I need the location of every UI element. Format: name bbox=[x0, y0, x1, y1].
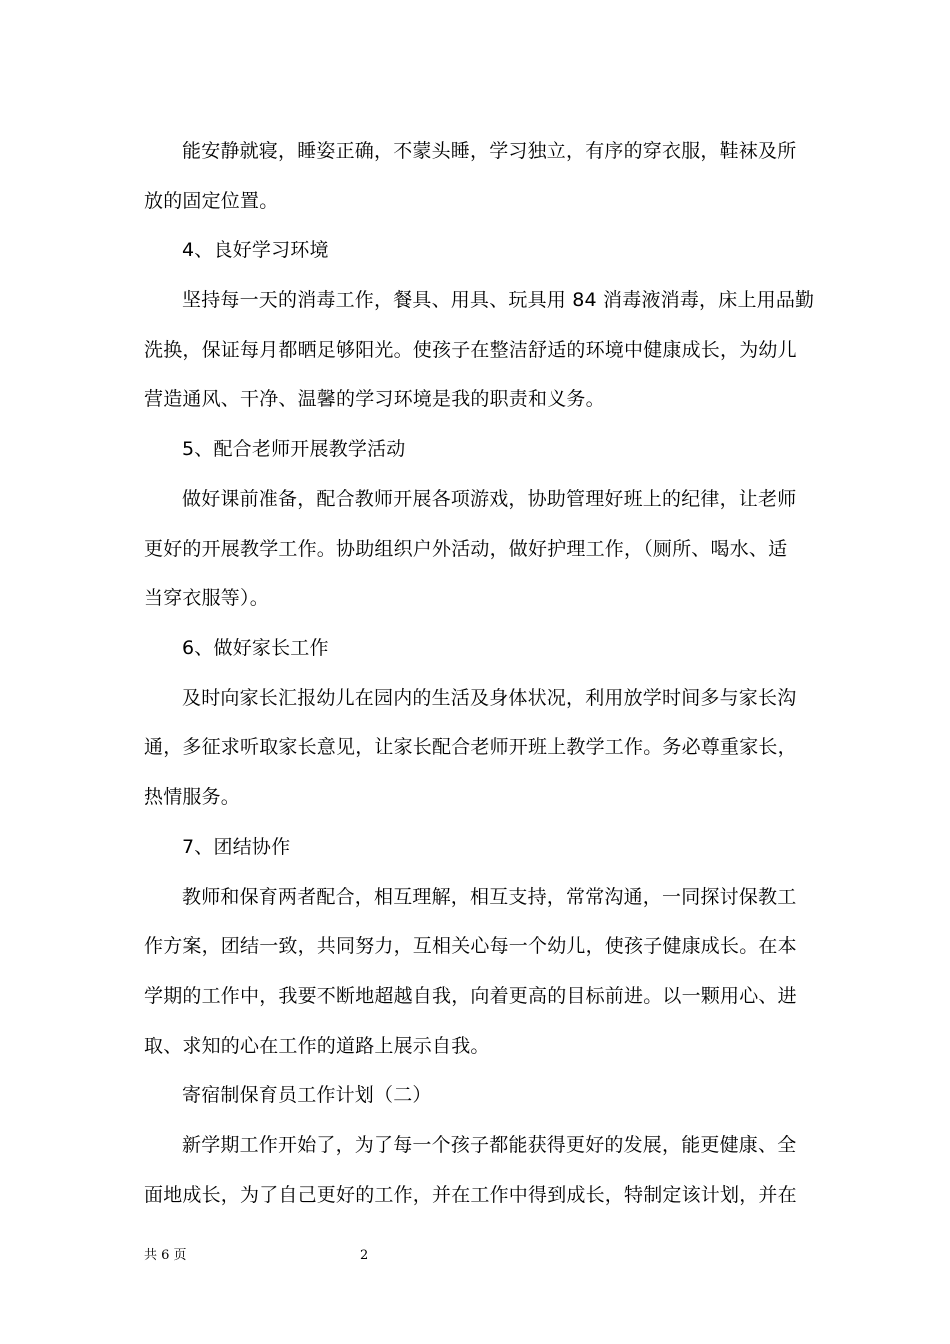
paragraph-line: 及时向家长汇报幼儿在园内的生活及身体状况，利用放学时间多与家长沟 bbox=[182, 687, 797, 709]
paragraph-line: 营造通风、干净、温馨的学习环境是我的职责和义务。 bbox=[144, 388, 605, 410]
section-heading: 6、做好家长工作 bbox=[182, 637, 329, 659]
section-heading: 5、配合老师开展教学活动 bbox=[182, 438, 406, 460]
paragraph-line: 作方案，团结一致，共同努力，互相关心每一个幼儿，使孩子健康成长。在本 bbox=[144, 935, 797, 957]
section-title: 寄宿制保育员工作计划（二） bbox=[182, 1084, 432, 1106]
paragraph-line: 当穿衣服等）。 bbox=[144, 587, 269, 609]
section-heading: 4、良好学习环境 bbox=[182, 239, 329, 261]
paragraph-line: 取、求知的心在工作的道路上展示自我。 bbox=[144, 1035, 490, 1057]
paragraph-line: 洗换，保证每月都晒足够阳光。使孩子在整洁舒适的环境中健康成长，为幼儿 bbox=[144, 339, 797, 361]
paragraph-line: 通，多征求听取家长意见，让家长配合老师开班上教学工作。务必尊重家长， bbox=[144, 736, 797, 758]
paragraph-line: 更好的开展教学工作。协助组织户外活动，做好护理工作，（厕所、喝水、适 bbox=[144, 538, 788, 560]
paragraph-line: 能安静就寝，睡姿正确，不蒙头睡，学习独立，有序的穿衣服，鞋袜及所 bbox=[182, 140, 797, 162]
footer-total-pages: 共 6 页 bbox=[144, 1248, 187, 1263]
footer-page-number: 2 bbox=[360, 1248, 369, 1263]
paragraph-line: 放的固定位置。 bbox=[144, 190, 279, 212]
paragraph-line: 面地成长，为了自己更好的工作，并在工作中得到成长，特制定该计划，并在 bbox=[144, 1184, 797, 1206]
section-heading: 7、团结协作 bbox=[182, 836, 291, 858]
paragraph-line: 学期的工作中，我要不断地超越自我，向着更高的目标前进。以一颗用心、进 bbox=[144, 985, 797, 1007]
paragraph-line: 新学期工作开始了，为了每一个孩子都能获得更好的发展，能更健康、全 bbox=[182, 1134, 797, 1156]
paragraph-line: 坚持每一天的消毒工作，餐具、用具、玩具用 84 消毒液消毒，床上用品勤 bbox=[182, 289, 815, 311]
paragraph-line: 做好课前准备，配合教师开展各项游戏，协助管理好班上的纪律，让老师 bbox=[182, 488, 797, 510]
paragraph-line: 教师和保育两者配合，相互理解，相互支持，常常沟通，一同探讨保教工 bbox=[182, 886, 797, 908]
paragraph-line: 热情服务。 bbox=[144, 786, 241, 808]
